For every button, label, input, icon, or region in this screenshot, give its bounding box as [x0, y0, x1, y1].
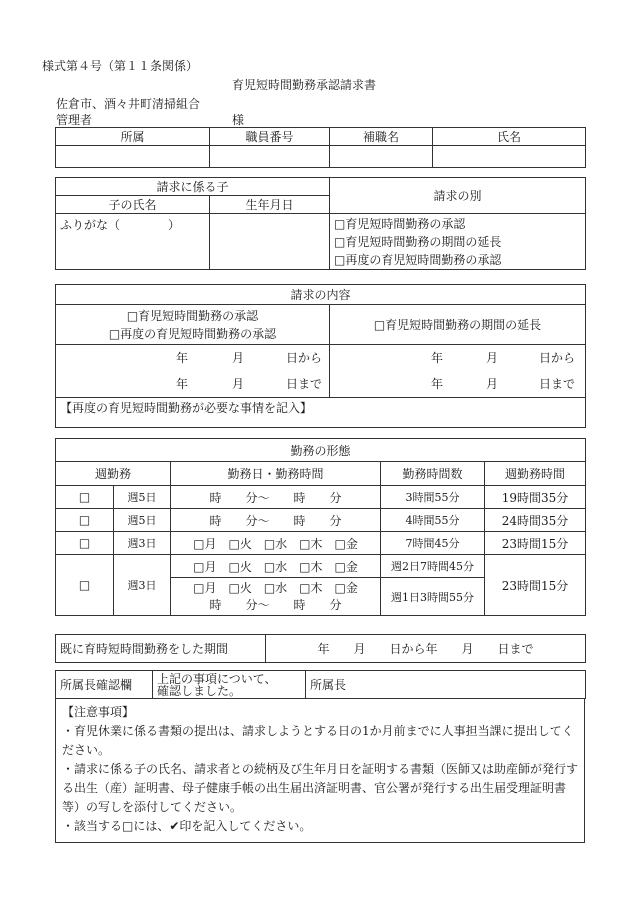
header-name: 氏名 — [433, 128, 586, 146]
reason-field[interactable] — [56, 398, 586, 428]
row2-schedule[interactable]: 時 分～ 時 分 — [171, 509, 381, 532]
row3-days[interactable]: □月 □火 □水 □木 □金 — [171, 532, 381, 555]
child-section-label: 請求に係る子 — [56, 178, 330, 196]
row4-hours2: 週1日3時間55分 — [381, 578, 485, 616]
child-table — [55, 177, 586, 270]
note-item: ・育児休業に係る書類の提出は、請求しようとする日の1か月前までに人事担当課に提出してください。 — [62, 724, 574, 757]
row4-days: □月 □火 □水 □木 □金 — [193, 580, 358, 595]
year-label: 年 — [431, 351, 444, 365]
note-item: ・該当する□には、✔印を記入してください。 — [62, 819, 312, 833]
row4-weekly: 23時間15分 — [485, 555, 586, 616]
row4-days-line1[interactable]: □月 □火 □水 □木 □金 — [171, 555, 381, 578]
header-weekly-hours: 週勤務時間 — [485, 462, 586, 486]
addressee-org: 佐倉市、酒々井町清掃組合 — [56, 97, 201, 111]
until-label: 日まで — [539, 377, 576, 391]
period-left[interactable] — [56, 345, 330, 398]
confirmation-text-line1: 上記の事項について、 — [157, 671, 277, 686]
request-left-options — [56, 305, 330, 345]
child-name-label: 子の氏名 — [56, 196, 210, 214]
position-field[interactable] — [330, 146, 433, 168]
header-employee-number: 職員番号 — [210, 128, 330, 146]
header-hours: 勤務時間数 — [381, 462, 485, 486]
row1-schedule[interactable]: 時 分～ 時 分 — [171, 486, 381, 509]
row2-week: 週5日 — [114, 509, 171, 532]
note-item: ・請求に係る子の氏名、請求者との続柄及び生年月日を証明する書類（医師又は助産師が発行する出生（産）証明書、母子健康手帳の出生届出済証明書、官公署が発行する出生届受理証明書等）の写しを添付してください。 — [62, 762, 579, 814]
request-content-label: 請求の内容 — [56, 285, 586, 305]
row4-checkbox[interactable]: □ — [56, 555, 114, 616]
work-form-label: 勤務の形態 — [56, 439, 586, 462]
row2-checkbox[interactable]: □ — [56, 509, 114, 532]
row2-hours: 4時間55分 — [381, 509, 485, 532]
option-extension[interactable]: □育児短時間勤務の期間の延長 — [334, 235, 502, 249]
row3-checkbox[interactable]: □ — [56, 532, 114, 555]
row3-week: 週3日 — [114, 532, 171, 555]
child-name-field[interactable] — [56, 214, 210, 270]
year-label: 年 — [176, 377, 189, 391]
option-approval[interactable]: □育児短時間勤務の承認 — [334, 217, 466, 231]
row3-hours: 7時間45分 — [381, 532, 485, 555]
request-type-label: 請求の別 — [330, 178, 586, 214]
month-label: 月 — [232, 351, 245, 365]
employee-number-field[interactable] — [210, 146, 330, 168]
notes-box — [55, 698, 585, 843]
affiliation-field[interactable] — [56, 146, 210, 168]
prior-period-table — [55, 634, 586, 663]
page-title: 育児短時間勤務承認請求書 — [232, 78, 377, 92]
row1-weekly: 19時間35分 — [485, 486, 586, 509]
birth-date-label: 生年月日 — [210, 196, 330, 214]
header-affiliation: 所属 — [56, 128, 210, 146]
row1-hours: 3時間55分 — [381, 486, 485, 509]
form-number: 様式第４号（第１１条関係） — [42, 59, 199, 73]
notes-heading: 【注意事項】 — [62, 705, 135, 719]
row3-weekly: 23時間15分 — [485, 532, 586, 555]
header-position: 補職名 — [330, 128, 433, 146]
period-right[interactable] — [330, 345, 586, 398]
row4-time: 時 分～ 時 分 — [209, 597, 342, 612]
month-label: 月 — [486, 377, 499, 391]
row4-hours1: 週2日7時間45分 — [381, 555, 485, 578]
header-week-days: 週勤務 — [56, 462, 171, 486]
from-label: 日から — [539, 351, 576, 365]
signer-label: 所属長 — [310, 678, 347, 692]
confirmation-label: 所属長確認欄 — [56, 671, 153, 699]
confirmation-text — [153, 671, 306, 699]
addressee-admin: 管理者 — [56, 113, 93, 127]
request-type-options — [330, 214, 586, 270]
row4-week: 週3日 — [114, 555, 171, 616]
row4-days-line2[interactable] — [171, 578, 381, 616]
until-label: 日まで — [286, 377, 323, 391]
content-option-approval[interactable]: □育児短時間勤務の承認 — [126, 308, 259, 323]
signer-field[interactable] — [306, 671, 586, 699]
birth-date-field[interactable] — [210, 214, 330, 270]
year-label: 年 — [176, 351, 189, 365]
applicant-table — [55, 127, 586, 168]
content-option-extension[interactable]: □育児短時間勤務の期間の延長 — [330, 305, 586, 345]
addressee-honorific: 様 — [232, 113, 245, 127]
request-content-table — [55, 284, 586, 428]
option-reapproval[interactable]: □再度の育児短時間勤務の承認 — [334, 253, 502, 267]
work-form-table — [55, 438, 586, 616]
furigana-label: ふりがな（ ） — [60, 218, 181, 232]
confirmation-text-line2: 確認しました。 — [157, 683, 242, 698]
confirmation-table — [55, 670, 586, 699]
prior-period-field[interactable]: 年 月 日から年 月 日まで — [266, 635, 586, 663]
month-label: 月 — [232, 377, 245, 391]
year-label: 年 — [431, 377, 444, 391]
month-label: 月 — [486, 351, 499, 365]
name-field[interactable] — [433, 146, 586, 168]
row2-weekly: 24時間35分 — [485, 509, 586, 532]
row1-week: 週5日 — [114, 486, 171, 509]
reason-label: 【再度の育児短時間勤務が必要な事情を記入】 — [60, 401, 313, 415]
header-schedule: 勤務日・勤務時間 — [171, 462, 381, 486]
content-option-reapproval[interactable]: □再度の育児短時間勤務の承認 — [108, 326, 277, 341]
prior-period-label: 既に育時短時間勤務をした期間 — [56, 635, 266, 663]
row1-checkbox[interactable]: □ — [56, 486, 114, 509]
from-label: 日から — [286, 351, 323, 365]
